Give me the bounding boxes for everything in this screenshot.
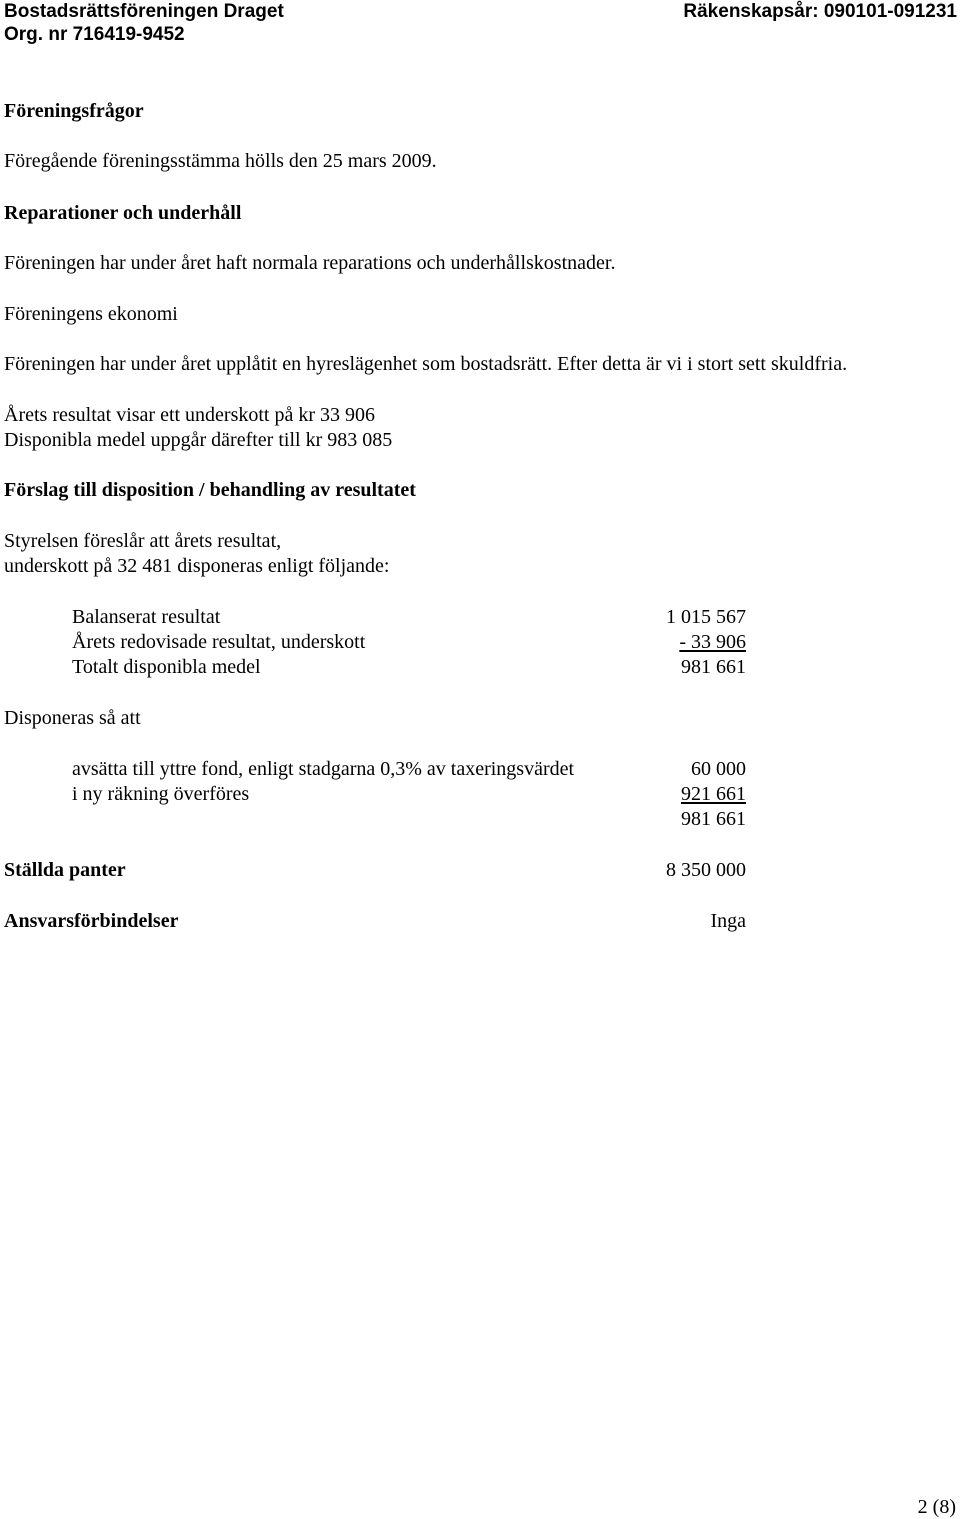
disposition-value: 921 661	[681, 783, 746, 805]
balance-value: 1 015 567	[666, 606, 746, 628]
disposition-label: i ny räkning överföres	[72, 783, 250, 805]
ansvarsforbindelser-value: Inga	[710, 910, 746, 932]
balance-value: 981 661	[681, 656, 746, 678]
org-number: Org. nr 716419-9452	[4, 24, 185, 45]
stallda-panter-label: Ställda panter	[4, 859, 126, 881]
foreningsfragor-heading: Föreningsfrågor	[4, 100, 144, 122]
balance-label: Årets redovisade resultat, underskott	[72, 631, 366, 653]
disposition-total: 981 661	[681, 808, 746, 830]
ekonomi-heading: Föreningens ekonomi	[4, 303, 178, 325]
resultat-line-1: Årets resultat visar ett underskott på kr 33 906	[4, 404, 376, 426]
balance-label: Balanserat resultat	[72, 606, 221, 628]
disposition-label: avsätta till yttre fond, enligt stadgarna 0,3% av taxeringsvärdet	[72, 758, 575, 780]
fiscal-year: Räkenskapsår: 090101-091231	[683, 1, 957, 22]
org-name: Bostadsrättsföreningen Draget	[4, 1, 284, 22]
resultat-line-2: Disponibla medel uppgår därefter till kr 983 085	[4, 429, 393, 451]
forslag-line-2: underskott på 32 481 disponeras enligt följande:	[4, 555, 390, 577]
forslag-line-1: Styrelsen föreslår att årets resultat,	[4, 530, 282, 552]
stallda-panter-value: 8 350 000	[666, 859, 746, 881]
balance-value: - 33 906	[679, 631, 746, 653]
forslag-heading: Förslag till disposition / behandling av resultatet	[4, 479, 416, 501]
disposition-value: 60 000	[691, 758, 746, 780]
disposition-heading: Disponeras så att	[4, 707, 141, 729]
foreningsfragor-text: Föregående föreningsstämma hölls den 25 mars 2009.	[4, 150, 437, 172]
page-number: 2 (8)	[917, 1496, 956, 1518]
balance-label: Totalt disponibla medel	[72, 656, 261, 678]
reparationer-text: Föreningen har under året haft normala reparations och underhållskostnader.	[4, 252, 616, 274]
reparationer-heading: Reparationer och underhåll	[4, 202, 242, 224]
ekonomi-text: Föreningen har under året upplåtit en hyreslägenhet som bostadsrätt. Efter detta är vi i stort sett skuldfria.	[4, 353, 848, 375]
ansvarsforbindelser-label: Ansvarsförbindelser	[4, 910, 179, 932]
